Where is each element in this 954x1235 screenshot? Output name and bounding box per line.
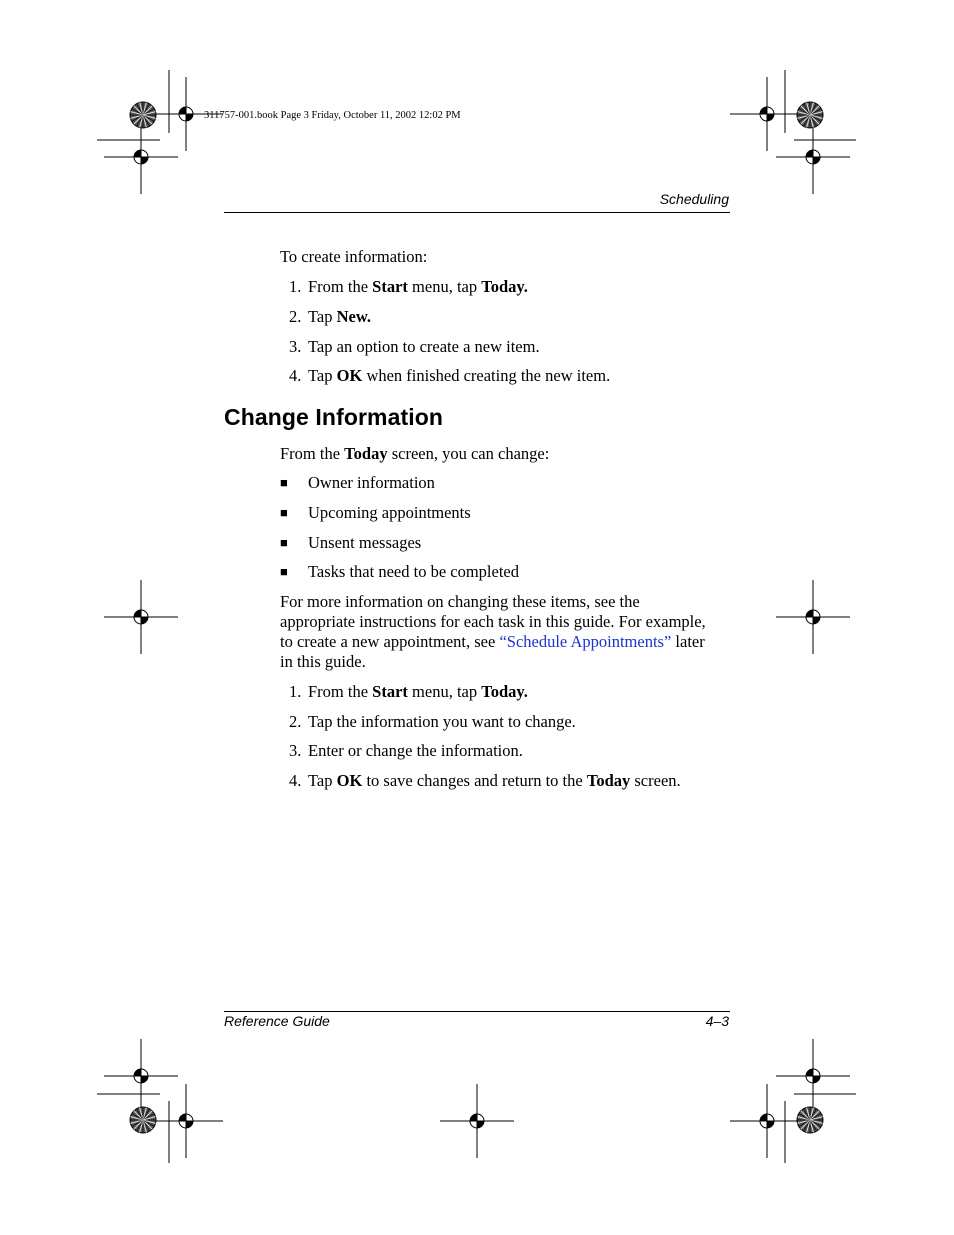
registration-cross-icon bbox=[776, 120, 850, 194]
intro-text: To create information: bbox=[280, 247, 428, 266]
registration-cross-icon bbox=[440, 1084, 514, 1158]
footer-rule bbox=[224, 1011, 730, 1012]
registration-star-icon bbox=[797, 102, 823, 128]
registration-star-icon bbox=[130, 1107, 156, 1133]
list-item: 2. Tap New. bbox=[289, 307, 372, 326]
registration-star-icon bbox=[130, 102, 156, 128]
bullet-item: ■ Owner information bbox=[280, 473, 435, 492]
print-slug: 311757-001.book Page 3 Friday, October 11, 2002 12:02 PM bbox=[204, 110, 461, 121]
step-number: 1. bbox=[289, 277, 302, 296]
registration-cross-icon bbox=[730, 77, 804, 151]
bullet-item: ■ Tasks that need to be completed bbox=[280, 562, 519, 581]
schedule-appointments-link[interactable]: “Schedule Appointments” bbox=[499, 632, 672, 651]
list-item: 1. From the Start menu, tap Today. bbox=[289, 277, 528, 296]
step-number: 3. bbox=[289, 337, 302, 356]
step-number: 2. bbox=[289, 307, 302, 326]
registration-cross-icon bbox=[149, 1084, 223, 1158]
step-number: 4. bbox=[289, 366, 302, 385]
bullet-square-icon: ■ bbox=[280, 564, 288, 579]
step-number: 2. bbox=[289, 712, 302, 731]
list-item: 4. Tap OK to save changes and return to the Today screen. bbox=[289, 771, 681, 790]
paragraph: For more information on changing these items, see the appropriate instructions for each task in this guide. For example, to create a new appointment, see “Schedule Appointments” later in this guide. bbox=[280, 592, 706, 671]
list-item: 3. Enter or change the information. bbox=[289, 741, 523, 760]
registration-cross-icon bbox=[104, 580, 178, 654]
list-item: 3. Tap an option to create a new item. bbox=[289, 337, 540, 356]
bullet-square-icon: ■ bbox=[280, 505, 288, 520]
footer-title: Reference Guide bbox=[224, 1013, 330, 1029]
header-rule bbox=[224, 212, 730, 213]
running-header: Scheduling bbox=[659, 191, 729, 207]
intro-text: From the Today screen, you can change: bbox=[280, 444, 550, 463]
registration-star-icon bbox=[797, 1107, 823, 1133]
list-item: 2. Tap the information you want to change. bbox=[289, 712, 576, 731]
registration-cross-icon bbox=[776, 580, 850, 654]
bullet-item: ■ Unsent messages bbox=[280, 533, 422, 552]
step-number: 1. bbox=[289, 682, 302, 701]
registration-cross-icon bbox=[776, 1039, 850, 1113]
step-number: 4. bbox=[289, 771, 302, 790]
bullet-square-icon: ■ bbox=[280, 475, 288, 490]
step-number: 3. bbox=[289, 741, 302, 760]
registration-cross-icon bbox=[104, 1039, 178, 1113]
bullet-item: ■ Upcoming appointments bbox=[280, 503, 471, 522]
registration-cross-icon bbox=[730, 1084, 804, 1158]
bullet-square-icon: ■ bbox=[280, 535, 288, 550]
registration-cross-icon bbox=[104, 120, 178, 194]
page-number: 4–3 bbox=[705, 1013, 729, 1029]
list-item: 1. From the Start menu, tap Today. bbox=[289, 682, 528, 701]
section-heading: Change Information bbox=[224, 404, 444, 430]
list-item: 4. Tap OK when finished creating the new item. bbox=[289, 366, 611, 385]
